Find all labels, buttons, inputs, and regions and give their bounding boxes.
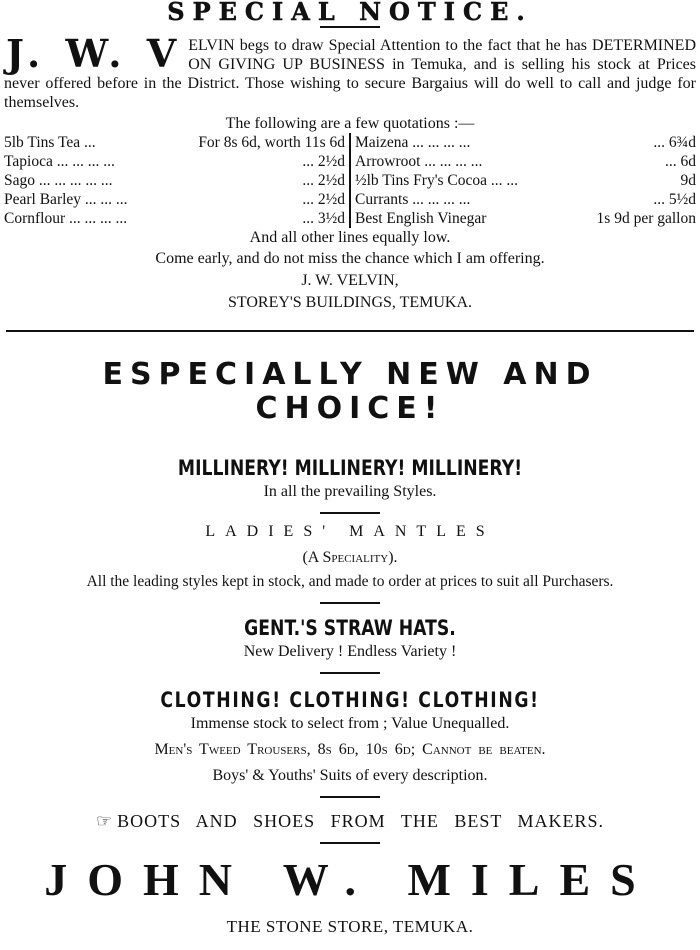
heading-rule: [320, 26, 380, 28]
pointing-hand-icon: ☞: [95, 811, 114, 831]
millinery-subtitle: In all the prevailing Styles.: [263, 483, 437, 500]
quote-row: Cornflour ... ... ... ... ... 3½d: [4, 210, 345, 227]
store-address: THE STONE STORE, TEMUKA.: [226, 917, 474, 936]
quotations-left-column: [4, 133, 351, 228]
mantles-subtitle: (A Speciality).: [302, 549, 398, 566]
mantles-description: All the leading styles kept in stock, and made to order at prices to suit all Purchasers.: [86, 573, 614, 590]
quotations-intro: The following are a few quotations :—: [225, 115, 475, 132]
clothing-heading: CLOTHING! CLOTHING! CLOTHING!: [160, 688, 540, 712]
other-lines-text: And all other lines equally low.: [249, 229, 451, 246]
boots-line: [0, 810, 700, 832]
quote-row: Currants ... ... ... ... ... 5½d: [355, 191, 696, 208]
hats-heading: GENT.'S STRAW HATS.: [244, 616, 456, 640]
notice-lead-text: ELVIN begs to draw Special Attention to the fact that he has DETERMINED ON GIVING UP BUSINESS in Temuka, and is selling his stock at Prices never offered before in the District. Those wishing to secure Bargaius will do well to call and judge for themselves.: [4, 37, 696, 111]
quote-row: ½lb Tins Fry's Cocoa ... ... 9d: [355, 172, 696, 189]
mantles-heading: LADIES' MANTLES: [205, 523, 495, 540]
millinery-heading: MILLINERY! MILLINERY! MILLINERY!: [177, 456, 523, 480]
signature-address: STOREY'S BUILDINGS, TEMUKA.: [227, 294, 473, 311]
notice-heading: SPECIAL NOTICE.: [167, 0, 533, 26]
quote-row: Sago ... ... ... ... ... ... 2½d: [4, 172, 345, 189]
hats-subtitle: New Delivery ! Endless Variety !: [243, 643, 457, 660]
signature-name: J. W. VELVIN,: [301, 272, 399, 289]
rule: [320, 842, 380, 844]
trousers-line: Men's Tweed Trousers, 8s 6d, 10s 6d; Cannot be beaten.: [154, 741, 546, 758]
boots-text: BOOTS AND SHOES FROM THE BEST MAKERS.: [117, 811, 605, 831]
merchant-name: JOHN W. MILES: [44, 854, 656, 905]
rule: [320, 796, 380, 798]
quote-row: 5lb Tins Tea ... For 8s 6d, worth 11s 6d: [4, 134, 345, 151]
quote-row: Tapioca ... ... ... ... ... 2½d: [4, 153, 345, 170]
quotations-right-column: [351, 133, 696, 228]
notice-initials: J. W. V: [6, 31, 183, 76]
come-early-text: Come early, and do not miss the chance which I am offering.: [155, 250, 545, 267]
rule: [320, 672, 380, 674]
rule: [320, 512, 380, 514]
special-notice-ad: [0, 0, 700, 330]
rule: [320, 602, 380, 604]
quote-row: Maizena ... ... ... ... ... 6¾d: [355, 134, 696, 151]
boys-line: Boys' & Youths' Suits of every description.: [212, 767, 488, 784]
quote-row: Arrowroot ... ... ... ... ... 6d: [355, 153, 696, 170]
quotations-table: [0, 133, 700, 228]
miles-ad: [0, 330, 700, 950]
quote-row: Best English Vinegar 1s 9d per gallon: [355, 210, 696, 227]
clothing-subtitle: Immense stock to select from ; Value Unequalled.: [190, 715, 510, 732]
ad-heading: ESPECIALLY NEW AND CHOICE!: [102, 357, 598, 426]
notice-lead-paragraph: [0, 31, 700, 112]
quote-row: Pearl Barley ... ... ... ... 2½d: [4, 191, 345, 208]
